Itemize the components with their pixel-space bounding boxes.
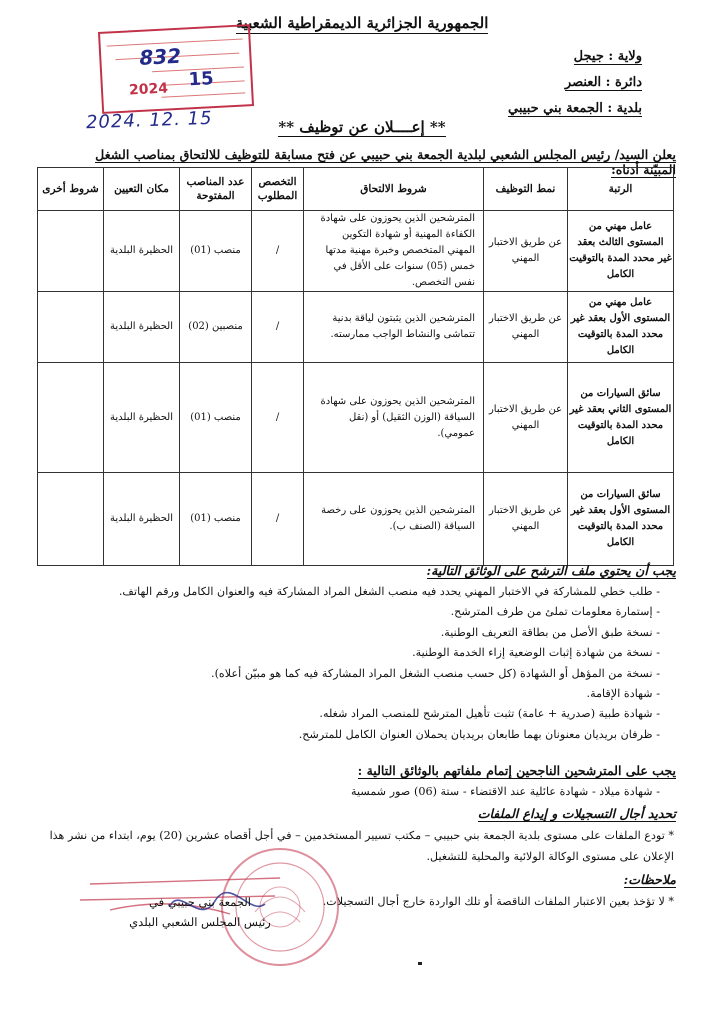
other-cell xyxy=(38,292,104,363)
conditions-cell: المترشحين الذين يحوزون على شهادة الكفاءة المهنية أو شهادة التكوين المهني المتخصص وخبرة مهنية مدتها خمس (05) سنوات على الأقل في نفس التخصص. xyxy=(304,211,484,292)
other-cell xyxy=(38,211,104,292)
republic-heading: الجمهورية الجزائرية الديمقراطية الشعبية xyxy=(235,14,489,32)
place-cell: الحظيرة البلدية xyxy=(104,363,180,473)
daira-line: دائرة : العنصر xyxy=(564,75,642,90)
stamp-day: 15 xyxy=(188,68,215,91)
list-item: - شهادة طبية (صدرية + عامة) تثبت تأهيل المترشح للمنصب المراد شغله. xyxy=(40,704,660,724)
successful-docs-text: - شهادة ميلاد - شهادة عائلية عند الاقتضاء - ستة (06) صور شمسية xyxy=(350,785,660,798)
registration-number: 832 xyxy=(138,43,182,70)
successful-docs-title: يجب على المترشحين الناجحين إتمام ملفاتهم بالوثائق التالية : xyxy=(357,763,676,778)
rank-cell: عامل مهني من المستوى الأول بعقد غير محدد المدة بالتوقيت الكامل xyxy=(568,292,674,363)
signature-location: الجمعة بني حبيبي في xyxy=(149,895,251,909)
intro-text: يعلن السيد/ رئيس المجلس الشعبي لبلدية الجمعة بني حبيبي عن فتح مسابقة للتوظيف للالتحاق بمناصب الشغل المبيّنة أدناه: xyxy=(95,147,676,177)
list-item: - ظرفان بريديان معنونان بهما طابعان بريديان يحملان العنوان الكامل للمترشح. xyxy=(40,725,660,745)
conditions-cell: المترشحين الذين يثبتون لياقة بدنية تتماشى والنشاط الواجب ممارسته. xyxy=(304,292,484,363)
jobs-table xyxy=(37,167,674,566)
table-row xyxy=(38,473,674,566)
list-item: - نسخة من المؤهل أو الشهادة (كل حسب منصب الشغل المراد المشاركة فيه كما هو مبيّن أعلاه). xyxy=(40,664,660,684)
header-rank: الرتبة xyxy=(568,168,674,211)
notes-title: ملاحظات: xyxy=(623,872,676,887)
administrative-header xyxy=(508,44,642,122)
place-cell: الحظيرة البلدية xyxy=(104,211,180,292)
conditions-cell: المترشحين الذين يحوزون على شهادة السياقة (الوزن الثقيل) أو (نقل عمومي). xyxy=(304,363,484,473)
specialty-cell: / xyxy=(252,363,304,473)
list-item: - إستمارة معلومات تملئ من طرف المترشح. xyxy=(40,602,660,622)
required-docs-list xyxy=(40,582,660,745)
header-place: مكان التعيين xyxy=(104,168,180,211)
notes-text: * لا تؤخذ بعين الاعتبار الملفات الناقصة أو تلك الواردة خارج أجال التسجيلات. xyxy=(322,895,674,908)
mode-cell: عن طريق الاختبار المهني xyxy=(484,473,568,566)
place-cell: الحظيرة البلدية xyxy=(104,473,180,566)
list-item: - نسخة من شهادة إثبات الوضعية إزاء الخدمة الوطنية. xyxy=(40,643,660,663)
table-header-row xyxy=(38,168,674,211)
handwritten-date: 2024. 12. 15 xyxy=(85,107,213,134)
positions-cell: منصب (01) xyxy=(180,363,252,473)
mode-cell: عن طريق الاختبار المهني xyxy=(484,292,568,363)
mode-cell: عن طريق الاختبار المهني xyxy=(484,363,568,473)
specialty-cell: / xyxy=(252,211,304,292)
list-item: - طلب خطي للمشاركة في الاختبار المهني يحدد فيه منصب الشغل المراد المشاركة فيه والعنوان الكامل ورقم الهاتف. xyxy=(40,582,660,602)
wilaya-line: ولاية : جيجل xyxy=(573,49,642,64)
signature-block xyxy=(105,880,295,932)
other-cell xyxy=(38,473,104,566)
stamp-year: 2024 xyxy=(128,80,169,99)
signature-title: رئيس المجلس الشعبي البلدي xyxy=(129,915,271,929)
rank-cell: عامل مهني من المستوى الثالث بعقد غير محدد المدة بالتوقيت الكامل xyxy=(568,211,674,292)
header-other: شروط أخرى xyxy=(38,168,104,211)
required-docs-title: يجب أن يحتوي ملف الترشح على الوثائق التالية: xyxy=(426,563,676,578)
header-conditions: شروط الالتحاق xyxy=(304,168,484,211)
list-item: - شهادة الإقامة. xyxy=(40,684,660,704)
table-row xyxy=(38,292,674,363)
specialty-cell: / xyxy=(252,473,304,566)
announcement-title: ** إعــــلان عن توظيف ** xyxy=(278,118,446,136)
place-cell: الحظيرة البلدية xyxy=(104,292,180,363)
other-cell xyxy=(38,363,104,473)
positions-cell: منصب (01) xyxy=(180,211,252,292)
table-row xyxy=(38,211,674,292)
positions-cell: منصبين (02) xyxy=(180,292,252,363)
deadline-title: تحديد أجال التسجيلات و إيداع الملفات xyxy=(477,806,676,821)
deadline-text: * تودع الملفات على مستوى بلدية الجمعة بني حبيبي – مكتب تسيير المستخدمين – في أجل أقصاه عشرين (20) يوم، ابتداء من نشر هذا الإعلان على مستوى الوكالة الولائية والمحلية للتشغيل. xyxy=(49,829,674,863)
conditions-cell: المترشحين الذين يحوزون على رخصة السياقة (الصنف ب). xyxy=(304,473,484,566)
rank-cell: سائق السيارات من المستوى الثاني بعقد غير محدد المدة بالتوقيت الكامل xyxy=(568,363,674,473)
list-item: - نسخة طبق الأصل من بطاقة التعريف الوطنية. xyxy=(40,623,660,643)
header-positions: عدد المناصب المفتوحة xyxy=(180,168,252,211)
specialty-cell: / xyxy=(252,292,304,363)
rank-cell: سائق السيارات من المستوى الأول بعقد غير محدد المدة بالتوقيت الكامل xyxy=(568,473,674,566)
positions-cell: منصب (01) xyxy=(180,473,252,566)
mode-cell: عن طريق الاختبار المهني xyxy=(484,211,568,292)
header-specialty: التخصص المطلوب xyxy=(252,168,304,211)
page-mark xyxy=(418,962,422,965)
header-mode: نمط التوظيف xyxy=(484,168,568,211)
baladia-line: بلدية : الجمعة بني حبيبي xyxy=(508,101,642,116)
table-row xyxy=(38,363,674,473)
registration-stamp xyxy=(98,24,254,114)
